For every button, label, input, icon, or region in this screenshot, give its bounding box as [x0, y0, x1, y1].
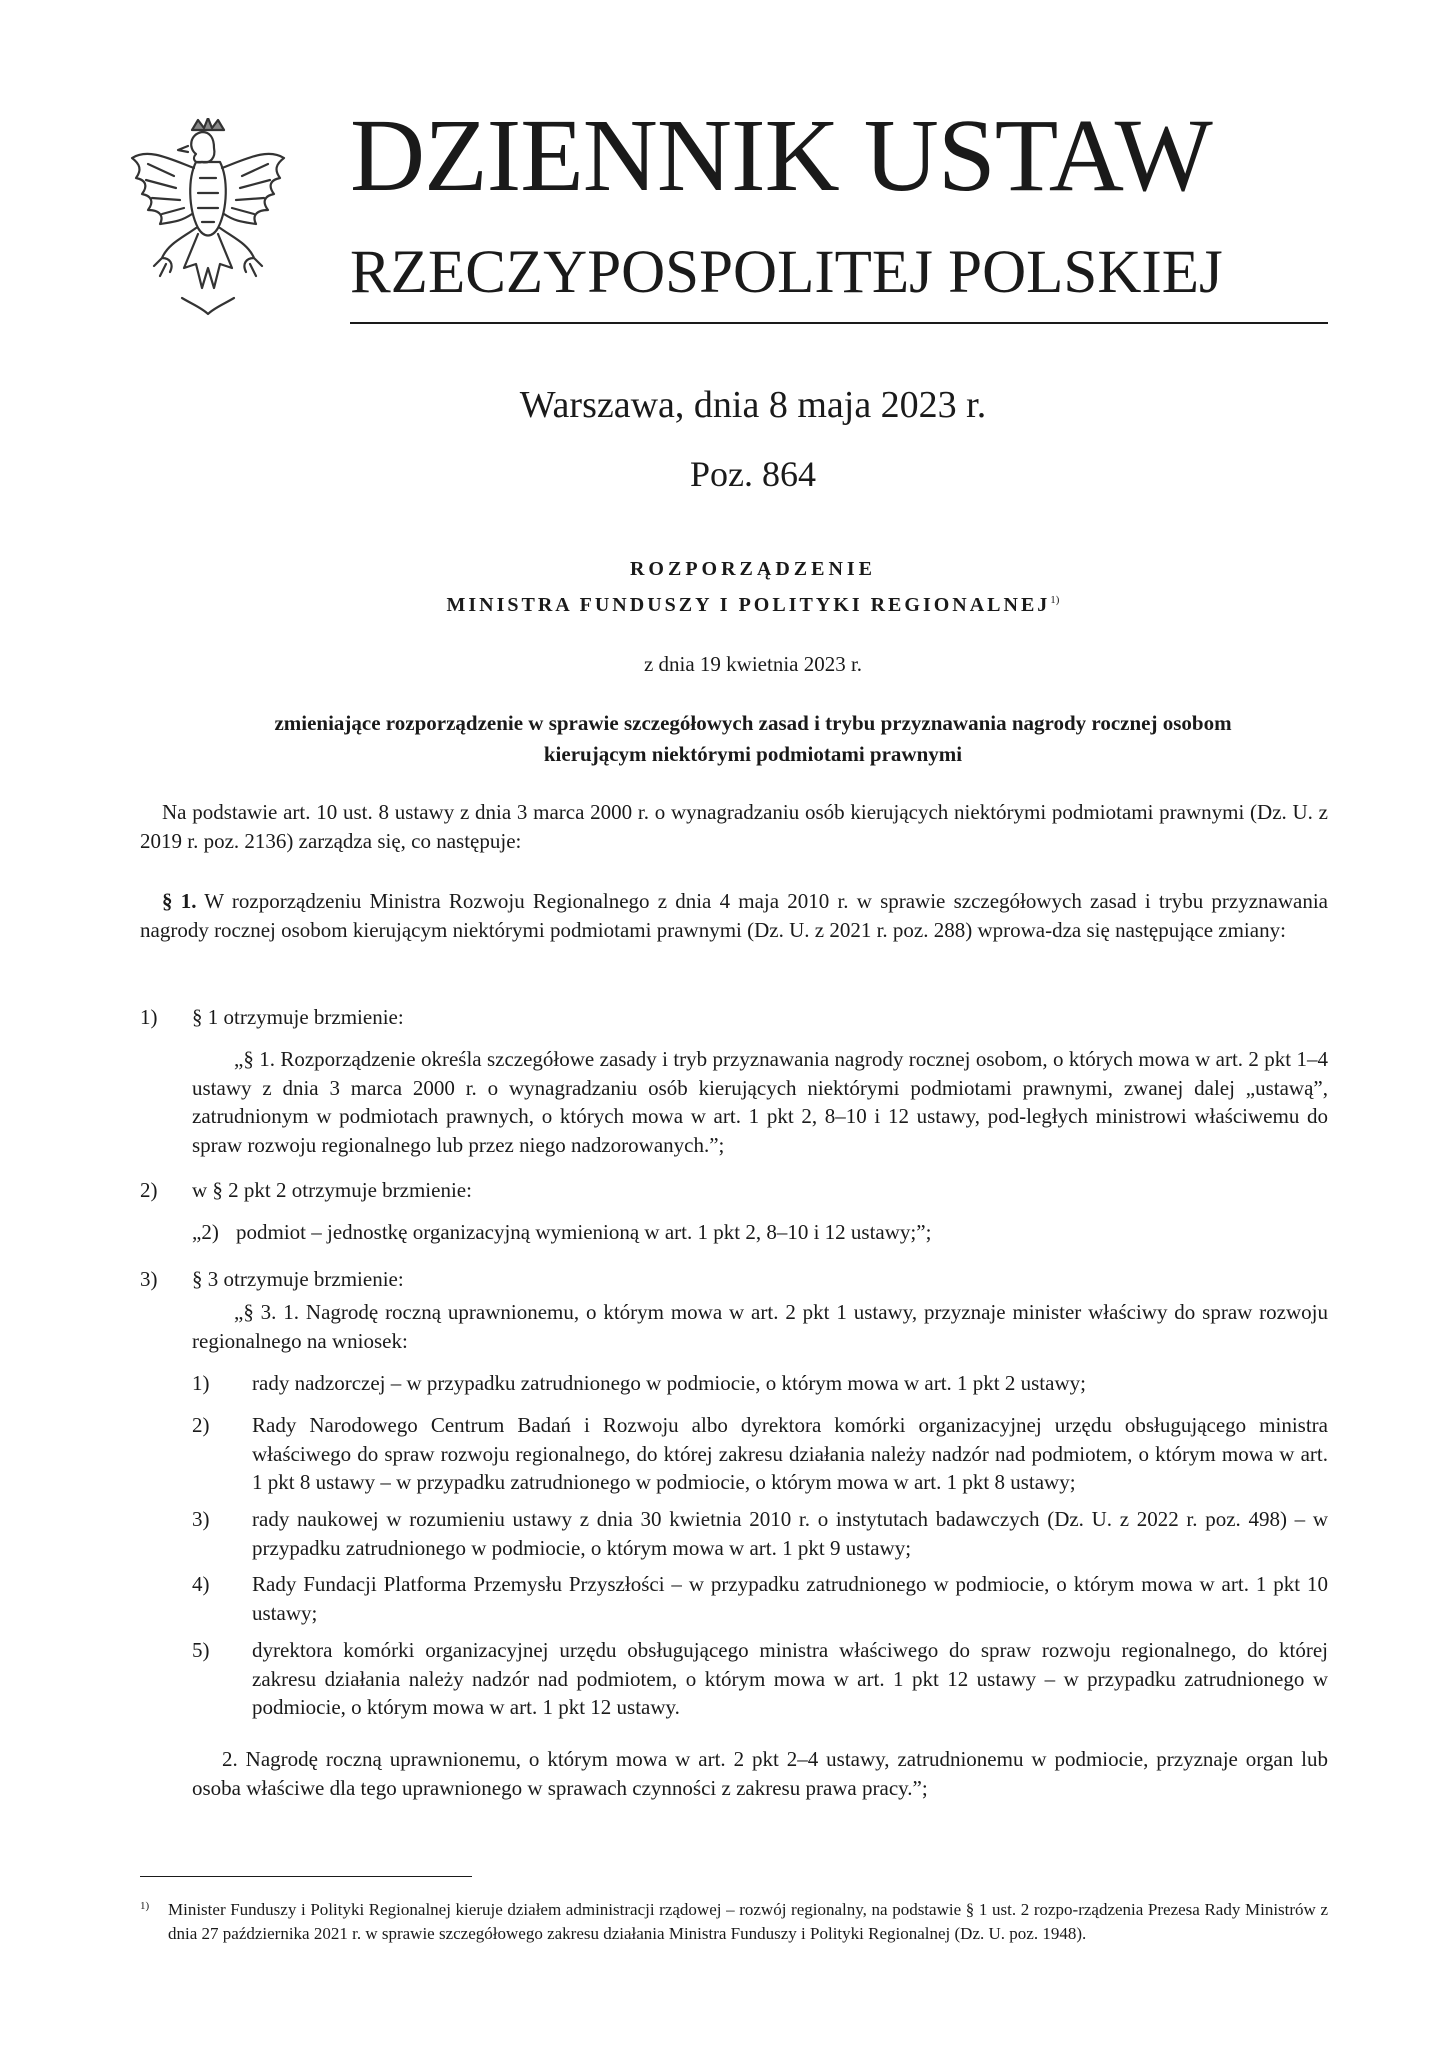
list-item-number: 4) — [192, 1572, 210, 1596]
act-issuer-text: MINISTRA FUNDUSZY I POLITYKI REGIONALNEJ — [446, 594, 1051, 616]
change-1-lead: § 1 otrzymuje brzmienie: — [192, 1005, 404, 1029]
act-date: z dnia 19 kwietnia 2023 r. — [643, 652, 863, 676]
polish-eagle-emblem-icon — [118, 118, 298, 318]
act-title — [178, 708, 1328, 770]
change-item-3 — [140, 1265, 1328, 1825]
footnote-text: Minister Funduszy i Polityki Regionalnej kieruje działem administracji rządowej – rozwój regionalny, na podstawie § 1 ust. 2 rozpo-rządzenia Prezesa Rady Ministrów z dnia 27 października 2021 r. w sprawie szczegółowego zakresu działania Ministra Funduszy i Polityki Regionalnej (Dz. U. poz. 1948). — [168, 1900, 1328, 1943]
issue-position: Poz. 864 — [690, 454, 816, 494]
list-item — [192, 1505, 1328, 1570]
preamble — [140, 798, 1328, 855]
issue-date: Warszawa, dnia 8 maja 2023 r. — [519, 384, 987, 426]
change-1-quote: „§ 1. Rozporządzenie określa szczegółowe zasady i tryb przyznawania nagrody rocznej osobom, o których mowa w art. 2 pkt 1–4 ustawy z dnia 3 marca 2000 r. o wynagradzaniu osób kierujących niektórymi podmiotami prawnymi, zwanej dalej „ustawą”, zatrudnionym w podmiotach prawnych, o których mowa w art. 1 pkt 2, 8–10 i 12 ustawy, pod-ległych ministrowi właściwemu do spraw rozwoju regionalnego lub przez niego nadzorowanych.”; — [192, 1047, 1328, 1157]
list-item-text: rady naukowej w rozumieniu ustawy z dnia 30 kwietnia 2010 r. o instytutach badawczych (Dz. U. z 2022 r. poz. 498) – w przypadku zatrudnionego w podmiocie, o którym mowa w art. 1 pkt 9 ustawy; — [252, 1507, 1328, 1560]
section-1-label: § 1. — [162, 889, 197, 913]
list-item-number: 2) — [192, 1413, 210, 1437]
change-2-lead: w § 2 pkt 2 otrzymuje brzmienie: — [192, 1178, 472, 1202]
list-item-number: 5) — [192, 1638, 210, 1662]
act-title-line-1: zmieniające rozporządzenie w sprawie szczegółowych zasad i trybu przyznawania nagrody rocznej osobom — [274, 711, 1232, 735]
list-item — [192, 1369, 1328, 1411]
list-item — [192, 1411, 1328, 1505]
masthead-rule — [350, 322, 1328, 324]
change-item-2 — [140, 1176, 1328, 1256]
footnote-mark: 1) — [140, 1900, 150, 1912]
section-1-text: W rozporządzeniu Ministra Rozwoju Regionalnego z dnia 4 maja 2010 r. w sprawie szczegółowych zasad i trybu przyznawania nagrody rocznej osobom kierującym niektórymi podmiotami prawnymi (Dz. U. z 2021 r. poz. 288) wprowa-dza się następujące zmiany: — [140, 889, 1329, 942]
change-item-1 — [140, 1003, 1328, 1163]
list-item-text: dyrektora komórki organizacyjnej urzędu obsługującego ministra właściwego do spraw rozwoju regionalnego, do której zakresu działania należy nadzór nad podmiotem, o którym mowa w art. 1 pkt 12 ustawy – w przypadku zatrudnionego w podmiocie, o którym mowa w art. 1 pkt 12 ustawy. — [252, 1638, 1328, 1719]
change-3-quote-end: 2. Nagrodę roczną uprawnionemu, o którym mowa w art. 2 pkt 2–4 ustawy, zatrudnionemu w podmiocie, przyznaje organ lub osoba właściwe dla tego uprawnionego w sprawach czynności z zakresu prawa pracy.”; — [192, 1747, 1328, 1800]
footnote-rule — [140, 1876, 472, 1877]
change-2-quote-number: „2) — [192, 1220, 219, 1244]
act-title-line-2: kierującym niektórymi podmiotami prawnymi — [543, 742, 963, 766]
list-item-number: 1) — [192, 1371, 210, 1395]
change-1-number: 1) — [140, 1005, 158, 1029]
change-3-lead: § 3 otrzymuje brzmienie: — [192, 1267, 404, 1291]
journal-subtitle: RZECZYPOSPOLITEJ POLSKIEJ — [350, 239, 1223, 306]
preamble-text: Na podstawie art. 10 ust. 8 ustawy z dnia 3 marca 2000 r. o wynagradzaniu osób kierujących niektórymi podmiotami prawnymi (Dz. U. z 2019 r. poz. 2136) zarządza się, co następuje: — [140, 800, 1328, 853]
change-3-list — [192, 1369, 1328, 1736]
footnote-reference: 1) — [1050, 594, 1060, 606]
list-item-text: Rady Narodowego Centrum Badań i Rozwoju albo dyrektora komórki organizacyjnej urzędu obsługującego ministra właściwego do spraw rozwoju regionalnego, do której zakresu działania należy nadzór nad podmiotem, o którym mowa w art. 1 pkt 8 ustawy – w przypadku zatrudnionego w podmiocie, o którym mowa w art. 1 pkt 8 ustawy; — [252, 1413, 1328, 1494]
list-item — [192, 1636, 1328, 1736]
act-type: ROZPORZĄDZENIE — [629, 558, 877, 580]
list-item-number: 3) — [192, 1507, 210, 1531]
list-item — [192, 1570, 1328, 1636]
change-2-quote: podmiot – jednostkę organizacyjną wymienioną w art. 1 pkt 2, 8–10 i 12 ustawy;”; — [236, 1220, 932, 1244]
change-3-number: 3) — [140, 1267, 158, 1291]
section-1 — [140, 887, 1328, 944]
act-issuer — [178, 594, 1328, 617]
change-2-number: 2) — [140, 1178, 158, 1202]
change-3-quote-intro: „§ 3. 1. Nagrodę roczną uprawnionemu, o którym mowa w art. 2 pkt 1 ustawy, przyznaje minister właściwy do spraw rozwoju regionalnego na wniosek: — [192, 1300, 1328, 1353]
list-item-text: rady nadzorczej – w przypadku zatrudnionego w podmiocie, o którym mowa w art. 1 pkt 2 ustawy; — [252, 1371, 1086, 1395]
masthead — [350, 98, 1328, 306]
list-item-text: Rady Fundacji Platforma Przemysłu Przyszłości – w przypadku zatrudnionego w podmiocie, o którym mowa w art. 1 pkt 10 ustawy; — [252, 1572, 1328, 1625]
journal-title: DZIENNIK USTAW — [350, 98, 1212, 213]
